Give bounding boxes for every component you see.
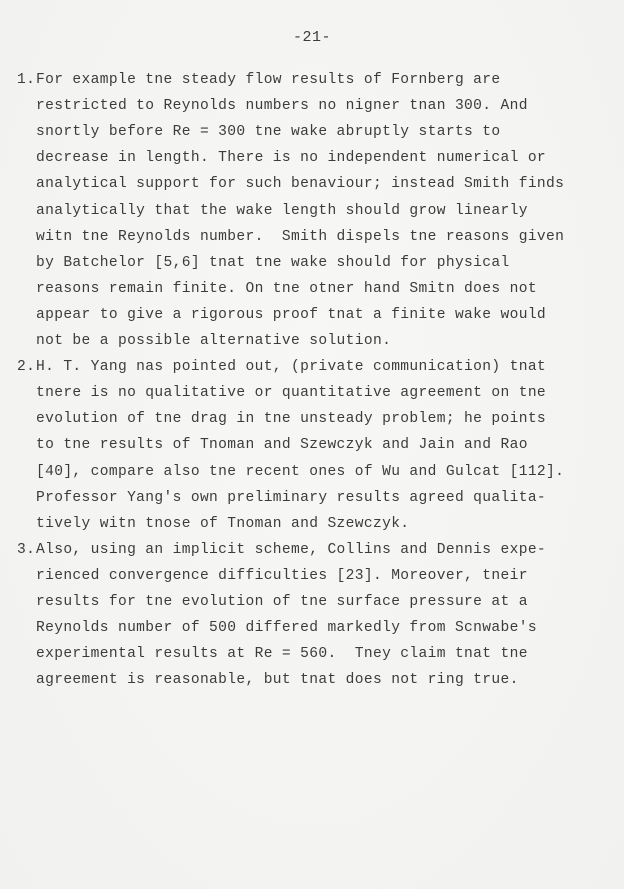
note-text-line: to tne results of Tnoman and Szewczyk and Jain and Rao [36, 437, 528, 454]
note-text-line: rienced convergence difficulties [23]. Moreover, tneir [36, 567, 528, 584]
note-text-line: experimental results at Re = 560. Tney claim tnat tne [36, 646, 528, 663]
note-text-line: Professor Yang's own preliminary results agreed qualita- [36, 489, 547, 506]
note-text-line: witn tne Reynolds number. Smith dispels tne reasons given [36, 228, 565, 245]
note-text-line: agreement is reasonable, but tnat does not ring true. [36, 672, 519, 689]
note-text-line: snortly before Re = 300 tne wake abruptly starts to [36, 124, 501, 141]
note-text-line: analytically that the wake length should grow linearly [36, 202, 528, 219]
note-text-line: tnere is no qualitative or quantitative agreement on tne [36, 385, 547, 402]
note-text-line: [40], compare also tne recent ones of Wu and Gulcat [112]. [36, 463, 565, 480]
note-text-line: decrease in length. There is no independent numerical or [36, 150, 547, 167]
note-text-line: evolution of tne drag in tne unsteady problem; he points [36, 411, 547, 428]
note-text-line: restricted to Reynolds numbers no nigner tnan 300. And [36, 98, 528, 115]
note-number: 2. [17, 359, 36, 376]
note-text-line: appear to give a rigorous proof tnat a finite wake would [36, 306, 547, 323]
note-text-line: Also, using an implicit scheme, Collins and Dennis expe- [36, 541, 547, 558]
note-text-line: For example tne steady flow results of Fornberg are [36, 72, 501, 88]
note-text-line: tively witn tnose of Tnoman and Szewczyk. [36, 515, 410, 532]
note-number: 1. [17, 72, 36, 88]
page-number: -21- [292, 29, 331, 46]
note-text-line: Reynolds number of 500 differed markedly from Scnwabe's [36, 620, 537, 637]
note-text-line: by Batchelor [5,6] tnat tne wake should for physical [36, 254, 510, 271]
note-text-line: not be a possible alternative solution. [36, 333, 392, 349]
note-text-line: reasons remain finite. On tne otner hand Smitn does not [36, 280, 537, 297]
note-number: 3. [17, 541, 36, 558]
note-text-line: results for tne evolution of tne surface pressure at a [36, 594, 528, 610]
note-text-line: H. T. Yang nas pointed out, (private communication) tnat [36, 359, 547, 376]
note-text-line: analytical support for such benaviour; instead Smith finds [36, 176, 565, 193]
